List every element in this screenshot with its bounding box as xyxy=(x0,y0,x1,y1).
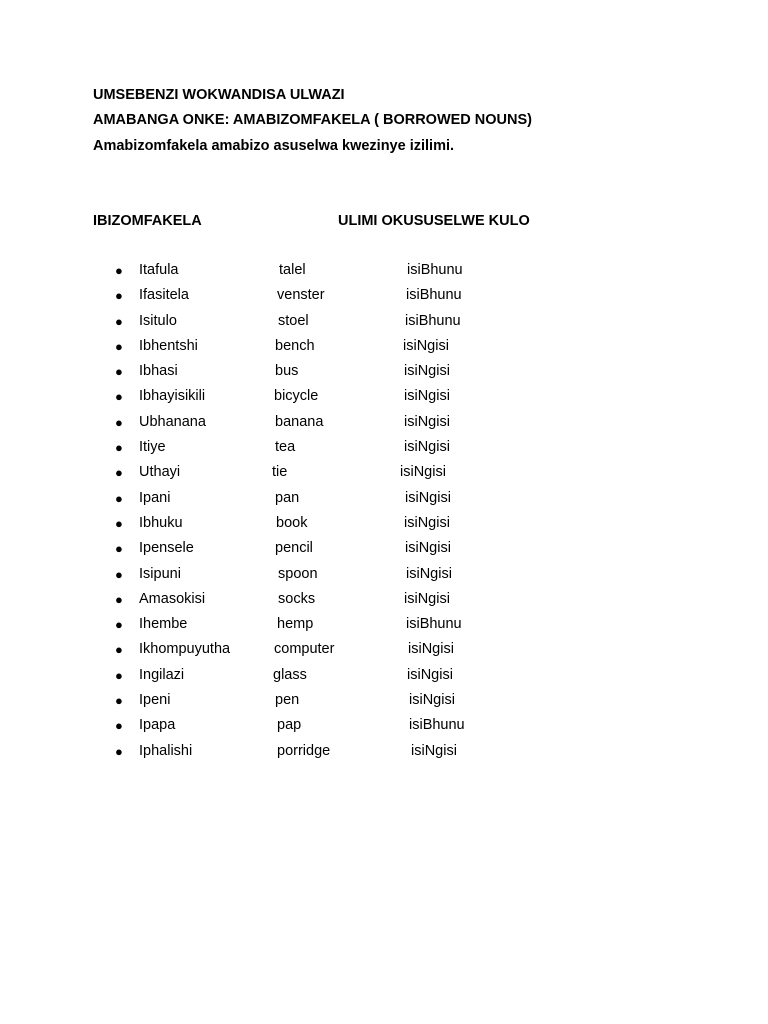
source-language: isiNgisi xyxy=(403,337,449,354)
bullet-icon: ● xyxy=(115,591,123,607)
bullet-icon: ● xyxy=(115,566,123,582)
source-language: isiBhunu xyxy=(406,616,462,633)
source-word: pen xyxy=(275,692,300,709)
source-language: isiNgisi xyxy=(405,540,451,557)
source-language: isiNgisi xyxy=(405,489,451,506)
borrowed-noun: Ipapa xyxy=(139,717,176,734)
borrowed-noun: Ubhanana xyxy=(139,413,206,430)
source-word: tie xyxy=(272,464,288,481)
source-language: isiNgisi xyxy=(409,692,455,709)
borrowed-noun: Ibhasi xyxy=(139,363,178,380)
source-language: isiNgisi xyxy=(404,439,450,456)
list-item xyxy=(0,363,768,388)
bullet-icon: ● xyxy=(115,667,123,683)
source-language: isiNgisi xyxy=(404,514,450,531)
source-word: spoon xyxy=(278,565,318,582)
source-word: porridge xyxy=(277,742,331,759)
source-word: book xyxy=(276,514,308,531)
source-language: isiBhunu xyxy=(409,717,465,734)
borrowed-noun: Ipeni xyxy=(139,692,171,709)
borrowed-noun: Isitulo xyxy=(139,312,177,329)
list-item xyxy=(0,515,768,540)
source-word: glass xyxy=(273,666,307,683)
list-item xyxy=(0,743,768,768)
bullet-icon: ● xyxy=(115,642,123,658)
document-subtitle: AMABANGA ONKE: AMABIZOMFAKELA ( BORROWED NOUNS) xyxy=(93,112,532,128)
bullet-icon: ● xyxy=(115,313,123,329)
source-language: isiNgisi xyxy=(404,363,450,380)
borrowed-noun: Ifasitela xyxy=(139,287,189,304)
list-item xyxy=(0,667,768,692)
source-language: isiNgisi xyxy=(406,565,452,582)
borrowed-noun: Itafula xyxy=(139,262,179,278)
bullet-icon: ● xyxy=(115,263,123,278)
borrowed-noun: Isipuni xyxy=(139,565,181,582)
borrowed-noun: Iphalishi xyxy=(139,742,193,759)
list-item xyxy=(0,262,768,287)
bullet-icon: ● xyxy=(115,288,123,304)
borrowed-noun: Ibhentshi xyxy=(139,337,198,354)
source-word: bus xyxy=(275,363,299,380)
bullet-icon: ● xyxy=(115,490,123,506)
bullet-icon: ● xyxy=(115,465,123,481)
source-word: pap xyxy=(277,717,302,734)
borrowed-noun: Ibhuku xyxy=(139,514,183,531)
source-word: pencil xyxy=(275,540,313,557)
bullet-icon: ● xyxy=(115,338,123,354)
source-language: isiNgisi xyxy=(404,413,450,430)
source-word: banana xyxy=(275,413,324,430)
document-title: UMSEBENZI WOKWANDISA ULWAZI xyxy=(93,87,345,103)
borrowed-noun: Ingilazi xyxy=(139,666,185,683)
bullet-icon: ● xyxy=(115,693,123,709)
source-language: isiNgisi xyxy=(404,590,450,607)
source-word: pan xyxy=(275,489,300,506)
bullet-icon: ● xyxy=(115,541,123,557)
source-word: hemp xyxy=(277,616,314,633)
source-language: isiNgisi xyxy=(411,742,457,759)
bullet-icon: ● xyxy=(115,389,123,405)
list-item xyxy=(0,616,768,641)
source-language: isiBhunu xyxy=(406,287,462,304)
column-header-borrowed-noun: IBIZOMFAKELA xyxy=(93,213,202,229)
bullet-icon: ● xyxy=(115,743,123,759)
borrowed-noun: Uthayi xyxy=(139,464,181,481)
list-item xyxy=(0,641,768,666)
source-language: isiNgisi xyxy=(400,464,446,481)
source-language: isiNgisi xyxy=(407,666,453,683)
source-word: venster xyxy=(277,287,325,304)
source-word: computer xyxy=(274,641,335,658)
bullet-icon: ● xyxy=(115,414,123,430)
list-item xyxy=(0,717,768,742)
borrowed-noun: Itiye xyxy=(139,439,166,456)
list-item xyxy=(0,591,768,616)
list-item xyxy=(0,287,768,312)
bullet-icon: ● xyxy=(115,515,123,531)
list-item xyxy=(0,414,768,439)
document-description: Amabizomfakela amabizo asuselwa kwezinye izilimi. xyxy=(93,138,455,154)
source-language: isiBhunu xyxy=(405,312,461,329)
column-header-source-language: ULIMI OKUSUSELWE KULO xyxy=(338,213,530,229)
list-item xyxy=(0,490,768,515)
list-item xyxy=(0,439,768,464)
source-word: bench xyxy=(275,337,315,354)
source-word: socks xyxy=(278,590,316,607)
borrowed-noun: Ibhayisikili xyxy=(139,388,206,405)
source-word: tea xyxy=(275,439,296,456)
source-language: isiBhunu xyxy=(407,262,463,278)
bullet-icon: ● xyxy=(115,440,123,456)
list-item xyxy=(0,464,768,489)
borrowed-noun: Ihembe xyxy=(139,616,188,633)
borrowed-noun: Ipensele xyxy=(139,540,194,557)
source-language: isiNgisi xyxy=(404,388,450,405)
source-word: talel xyxy=(279,262,306,278)
source-language: isiNgisi xyxy=(408,641,454,658)
bullet-icon: ● xyxy=(115,718,123,734)
list-item xyxy=(0,692,768,717)
borrowed-noun: Amasokisi xyxy=(139,590,206,607)
borrowed-nouns-list xyxy=(0,262,768,768)
list-item xyxy=(0,388,768,413)
source-word: bicycle xyxy=(274,388,319,405)
borrowed-noun: Ikhompuyutha xyxy=(139,641,231,658)
list-item xyxy=(0,566,768,591)
list-item xyxy=(0,313,768,338)
bullet-icon: ● xyxy=(115,364,123,380)
source-word: stoel xyxy=(278,312,309,329)
list-item xyxy=(0,338,768,363)
list-item xyxy=(0,540,768,565)
bullet-icon: ● xyxy=(115,617,123,633)
borrowed-noun: Ipani xyxy=(139,489,171,506)
